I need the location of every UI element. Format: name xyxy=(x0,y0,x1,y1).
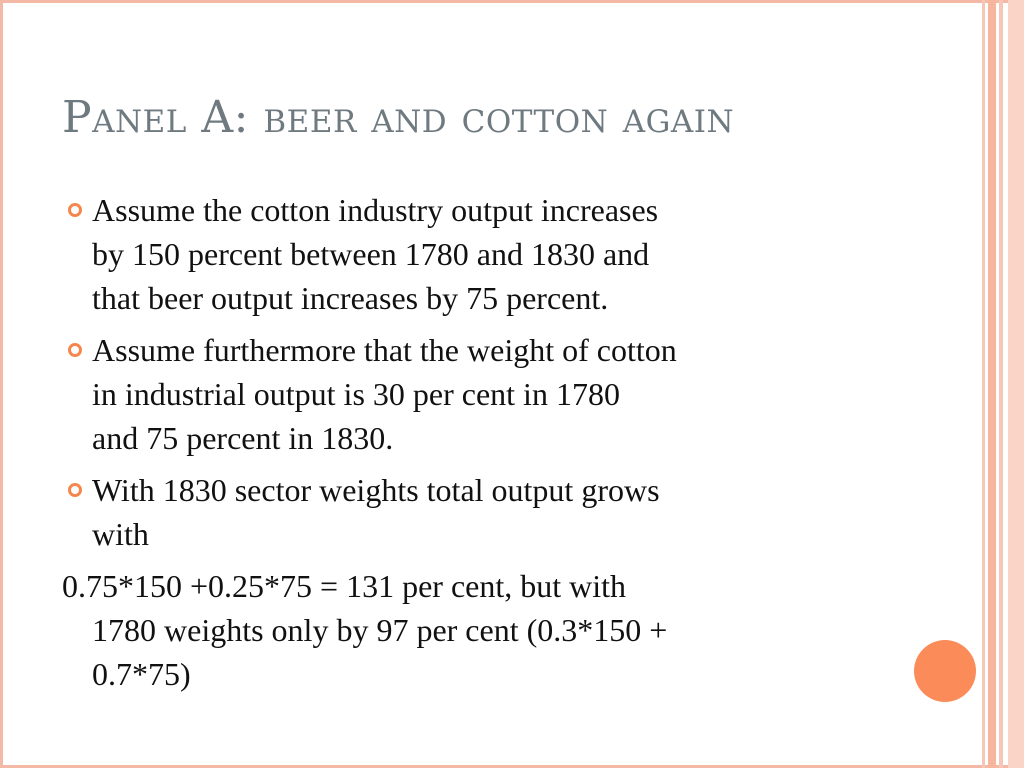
left-border xyxy=(0,0,3,768)
bullet-text: Assume furthermore that the weight of cotton in industrial output is 30 per cent in 1780 and 75 percent in 1830. xyxy=(92,332,677,456)
slide-content xyxy=(62,188,912,696)
decorative-stripe xyxy=(1008,0,1024,768)
decorative-stripe xyxy=(999,0,1003,768)
bullet-item xyxy=(62,188,912,320)
bullet-text: With 1830 sector weights total output grows with xyxy=(92,472,660,552)
decorative-circle-icon xyxy=(914,640,976,702)
bullet-item xyxy=(62,468,912,556)
bullet-circle-icon xyxy=(68,343,82,357)
decorative-stripe xyxy=(988,0,996,768)
bullet-item xyxy=(62,328,912,460)
top-border xyxy=(0,0,1024,3)
bullet-circle-icon xyxy=(68,203,82,217)
bullet-text: Assume the cotton industry output increases by 150 percent between 1780 and 1830 and that beer output increases by 75 percent. xyxy=(92,192,659,316)
slide-title: Panel A: beer and cotton again xyxy=(62,92,735,143)
decorative-stripe xyxy=(982,0,985,768)
formula-paragraph: 0.75*150 +0.25*75 = 131 per cent, but with 1780 weights only by 97 per cent (0.3*150 + 0.7*75) xyxy=(62,568,668,692)
bullet-circle-icon xyxy=(68,483,82,497)
